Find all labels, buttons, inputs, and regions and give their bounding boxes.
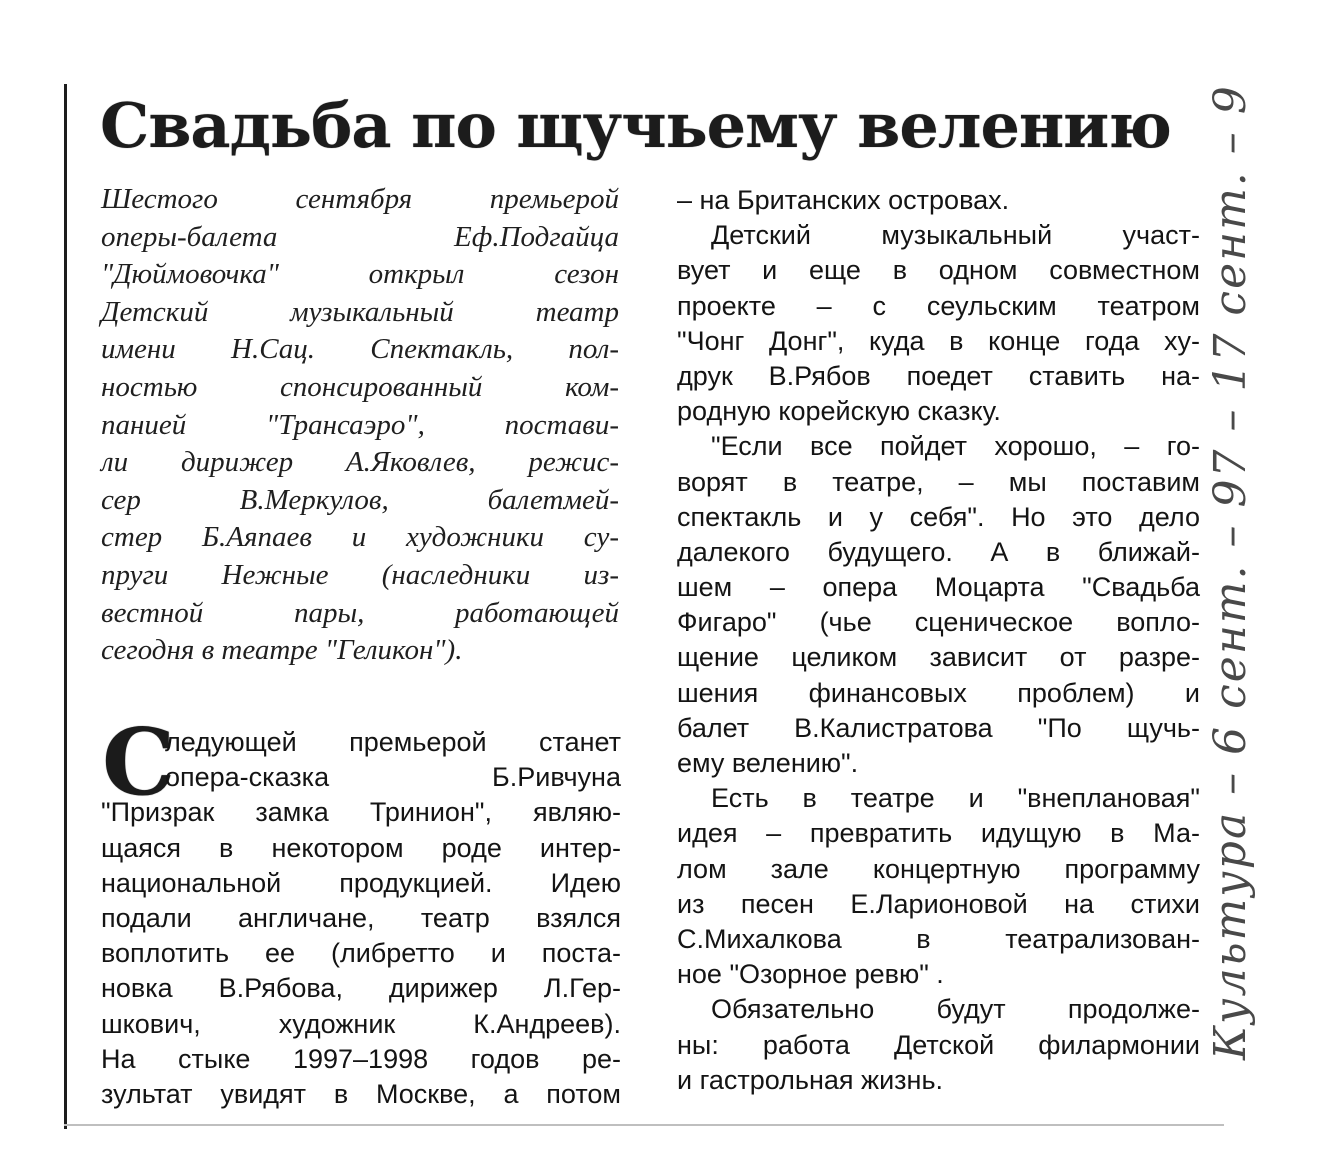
body-column-left <box>101 725 621 1112</box>
text-line: подали англичане, театр взялся <box>101 902 621 933</box>
text-line: щаяся в некотором роде интер- <box>101 832 621 863</box>
text-line: вестной пары, работающей <box>101 596 619 629</box>
text-line: шкович, художник К.Андреев). <box>101 1008 621 1039</box>
text-line: лом зале концертную программу <box>677 853 1200 884</box>
text-line: стер Б.Аяпаев и художники су- <box>101 521 619 554</box>
text-line: Детский музыкальный участ- <box>711 220 1200 251</box>
text-line: ледующей премьерой станет <box>165 727 621 757</box>
text-line: Есть в театре и "внеплановая" <box>711 783 1200 814</box>
text-line: ностью спонсированный ком- <box>101 370 619 403</box>
text-line: ворят в театре, – мы поставим <box>677 466 1200 497</box>
column-rule-left <box>64 84 67 1129</box>
text-line: новка В.Рябова, дирижер Л.Гер- <box>101 973 621 1004</box>
text-line: проекте – с сеульским театром <box>677 290 1200 321</box>
text-line: сегодня в театре "Геликон"). <box>101 634 463 667</box>
text-line: опера-сказка Б.Ривчуна <box>165 762 621 793</box>
text-line: зультат увидят в Москве, а потом <box>101 1078 621 1109</box>
text-line: из песен Е.Ларионовой на стихи <box>677 888 1200 919</box>
clipping-bottom-edge <box>64 1124 1224 1126</box>
headline: Свадьба по щучьему велению <box>100 89 1171 162</box>
text-line: "Чонг Донг", куда в конце года ху- <box>677 325 1200 356</box>
text-line: щение целиком зависит от разре- <box>677 642 1200 673</box>
text-line: оперы-балета Еф.Подгайца <box>101 220 619 253</box>
text-line: родную корейскую сказку. <box>677 396 1001 427</box>
handwritten-annotation: Культура – 6 сент. – 97 – 17 сент. – 9 <box>1205 84 1256 1060</box>
text-line: "Если все пойдет хорошо, – го- <box>711 431 1200 462</box>
text-line: С.Михалкова в театрализован- <box>677 923 1200 954</box>
text-line: друк В.Рябов поедет ставить на- <box>677 360 1200 391</box>
text-line: "Дюймовочка" открыл сезон <box>101 258 619 291</box>
text-line: Детский музыкальный театр <box>101 295 619 328</box>
text-line: идея – превратить идущую в Ма- <box>677 818 1200 849</box>
text-line: Шестого сентября премьерой <box>101 183 619 215</box>
text-line: имени Н.Сац. Спектакль, пол- <box>101 333 619 366</box>
text-line: Фигаро" (чье сценическое вопло- <box>677 607 1200 638</box>
text-line: балет В.Калистратова "По щучь- <box>677 712 1200 743</box>
lead-paragraph <box>101 181 619 670</box>
drop-cap: С <box>102 708 176 816</box>
text-line: вует и еще в одном совместном <box>677 255 1200 286</box>
text-line: ли дирижер А.Яковлев, режис- <box>101 446 619 479</box>
text-line: панией "Трансаэро", постави- <box>101 408 619 441</box>
text-line: далекого будущего. А в ближай- <box>677 536 1200 567</box>
text-line: шем – опера Моцарта "Свадьба <box>677 572 1200 603</box>
text-line: На стыке 1997–1998 годов ре- <box>101 1043 621 1074</box>
text-line: ему велению". <box>677 748 859 778</box>
text-line: пруги Нежные (наследники из- <box>101 558 619 591</box>
text-line: национальной продукцией. Идею <box>101 867 621 898</box>
text-line: ное "Озорное ревю" . <box>677 959 944 990</box>
text-line: воплотить ее (либретто и поста- <box>101 938 621 969</box>
text-line: "Призрак замка Тринион", являю- <box>101 797 621 828</box>
text-line: спектакль и у себя". Но это дело <box>677 501 1200 532</box>
text-line: Обязательно будут продолже- <box>711 994 1200 1025</box>
body-column-right <box>677 183 1200 1098</box>
text-line: – на Британских островах. <box>677 185 1010 215</box>
text-line: ны: работа Детской филармонии <box>677 1029 1200 1060</box>
text-line: и гастрольная жизнь. <box>677 1064 944 1095</box>
text-line: сер В.Меркулов, балетмей- <box>101 483 619 516</box>
text-line: шения финансовых проблем) и <box>677 677 1200 708</box>
